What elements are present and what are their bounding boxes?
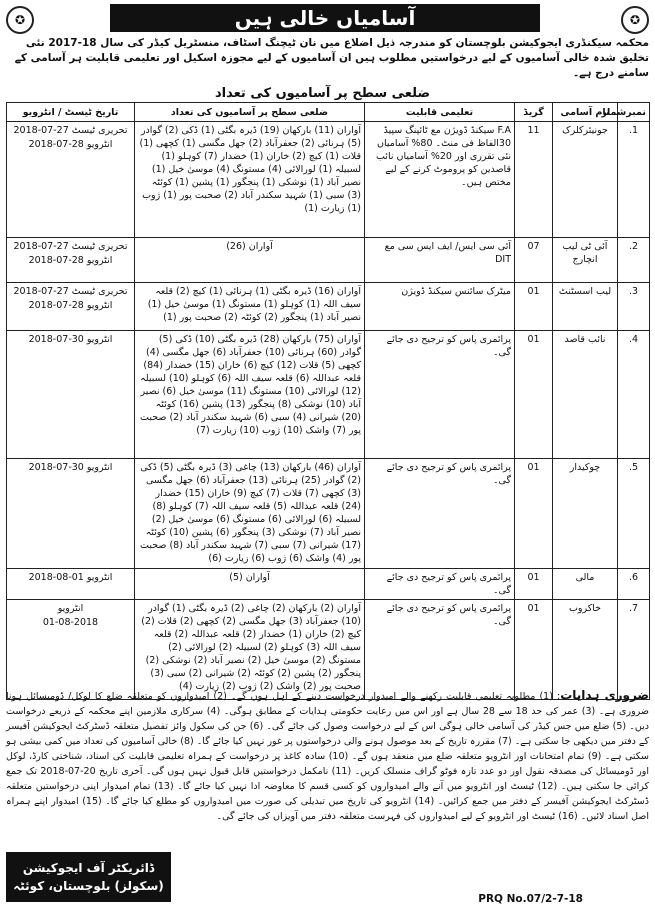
row-date-line: انٹرویو 01-08-2018 [28,572,113,583]
instructions-block: ضروری ہدایات: (1) مطلوبہ تعلیمی قابلیت رکھنے والے امیدوار درخواست دینے کے اہل ہوں گے۔ (2) امیدواروں کو متعلقہ ضلع کا لوکل/ ڈومیسائل ہونا ضروری ہے۔ (3) عمر کی حد 18 سے 28 سال ہے اور اس میں رعایت حکومتی ہدایات کے مطابق ہوگی۔ (4) سرکاری ملازمین اپنے محکمہ کے ذریعے درخواست دیں۔ (5) ضلع میں جس کیڈر کی آسامی خالی ہوگی اس کے لیے درخواست وصول کی جائے گی۔ (6) جن کی سکول وائز تفصیل متعلقہ ڈسٹرکٹ ایجوکیشن آفیسر کے دفتر میں دیکھی جا سکتی ہے۔ (7) مقررہ تاریخ کے بعد موصول ہونے والی درخواستوں پر غور نہیں کیا جائے گا۔ (8) خالی آسامیوں کی تعداد میں کمی بیشی ہو سکتی ہے۔ (9) تمام امتحانات اور انٹرویو متعلقہ ضلع میں منعقد ہوں گے۔ (10) سادہ کاغذ پر درخواست کے ہمراہ تعلیمی قابلیت کی اسناد، شناختی کارڈ، لوکل اور ڈومیسائل کی مصدقہ نقول اور دو عدد تازہ فوٹو گراف منسلک کریں۔ (11) نامکمل درخواستیں قابل قبول نہیں ہوں گی۔ آخری تاریخ 20-07-2018 تک جمع کرائی جا سکتی ہیں۔ (12) ٹیسٹ اور انٹرویو میں آنے والے امیدواروں کو کسی قسم کا معاوضہ ادا نہیں کیا جائے گا۔ (13) تمام امیدوار اپنی درخواستیں متعلقہ ڈسٹرکٹ ایجوکیشن آفیسر کے دفتر میں جمع کرائیں۔ (14) انٹرویو کی تاریخ میں تبدیلی کی صورت میں امیدواروں کو مطلع کیا جائے گا۔ (15) امیدوار اپنے ہمراہ اصل اسناد لائیں۔ (16) ٹیسٹ اور انٹرویو کے لیے امیدواروں کی فہرست متعلقہ دفتر میں آویزاں کی جائے گی۔ [6,688,650,822]
header-dates: تاریخ ٹیسٹ / انٹرویو [7,103,135,122]
row-date-line: تحریری ٹیسٹ 27-07-2018 [13,125,128,136]
row-qualification: پرائمری پاس کو ترجیح دی جائے گی۔ [365,459,515,569]
row-grade: 07 [515,238,553,283]
row-grade: 01 [515,331,553,459]
row-grade: 01 [515,600,553,700]
signature-block [6,852,171,902]
row-qualification: آئی سی ایس/ ایف ایس سی مع DIT [365,238,515,283]
signature-subtitle: (سکولز) بلوچستان، کوئٹہ [13,879,164,893]
row-grade: 01 [515,459,553,569]
row-dates [7,238,135,283]
row-grade: 11 [515,122,553,238]
table-subheading: ضلعی سطح پر آسامیوں کی تعداد [214,86,431,101]
row-no: 1. [618,122,650,238]
row-districts: آواران (26) [135,238,365,283]
banner-title: آسامیاں خالی ہیں [110,4,540,32]
header-districts: ضلعی سطح پر آسامیوں کی تعداد [135,103,365,122]
vacancy-table [6,102,650,700]
row-dates [7,331,135,459]
government-emblem-icon: ✪ [6,6,34,34]
table-row [7,600,650,700]
header-qualification: تعلیمی قابلیت [365,103,515,122]
row-no: 3. [618,283,650,331]
header-post: نام آسامی [553,103,618,122]
row-no: 7. [618,600,650,700]
row-districts: آواران (46) بارکھان (13) چاغی (3) ڈیرہ بگٹی (5) ڈکی (2) گوادر (25) ہرنائی (13) جعفرآباد (6) جھل مگسی (3) کچھی (7) قلات (7) کیچ (9) خاران (15) خضدار (24) قلعہ عبداللہ (5) قلعہ سیف اللہ (7) کوہلو (8) لسبیلہ (6) لورالائی (6) مستونگ (6) موسیٰ خیل (2) نصیر آباد (7) نوشکی (3) پنجگور (6) پشین (10) کوئٹہ (17) شیرانی (7) سبی (7) شہید سکندر آباد (8) صحبت پور (4) واشک (6) ژوب (6) زیارت (6) [135,459,365,569]
row-date-line: تحریری ٹیسٹ 27-07-2018 [13,241,128,252]
header-grade: گریڈ [515,103,553,122]
row-districts: آواران (5) [135,569,365,600]
row-no: 5. [618,459,650,569]
row-qualification: پرائمری پاس کو ترجیح دی جائے گی۔ [365,331,515,459]
row-dates [7,569,135,600]
row-post: چوکیدار [553,459,618,569]
row-dates [7,600,135,700]
row-districts: آواران (16) ڈیرہ بگٹی (1) ہرنائی (1) کیچ (2) قلعہ سیف اللہ (1) کوہلو (1) مستونگ (1) موسیٰ خیل (1) نصیر آباد (1) پنجگور (2) کوئٹہ (2) صحبت پور (1) [135,283,365,331]
row-no: 4. [618,331,650,459]
row-no: 2. [618,238,650,283]
vacancy-table-wrapper [6,102,649,700]
row-date-line: انٹرویو 30-07-2018 [28,334,113,345]
row-grade: 01 [515,569,553,600]
table-row [7,569,650,600]
row-date-line: تحریری ٹیسٹ 27-07-2018 [13,286,128,297]
row-date-line: انٹرویو 28-07-2018 [28,255,113,266]
row-districts: آواران (75) بارکھان (28) ڈیرہ بگٹی (10) ڈکی (5) گوادر (60) ہرنائی (10) جعفرآباد (6) جھل مگسی (4) کچھی (5) قلات (12) کیچ (6) خاران (15) خضدار (84) قلعہ عبداللہ (6) قلعہ سیف اللہ (6) کوہلو (10) لسبیلہ (12) لورالائی (10) مستونگ (11) موسیٰ خیل (6) نصیر آباد (10) نوشکی (8) پنجگور (13) پشین (16) کوئٹہ (20) شیرانی (4) سبی (6) شہید سکندر آباد (2) صحبت پور (7) واشک (10) ژوب (10) زیارت (7) [135,331,365,459]
signature-title: ڈائریکٹر آف ایجوکیشن [22,861,155,875]
table-row [7,331,650,459]
intro-text: محکمہ سیکنڈری ایجوکیشن بلوچستان کو مندرجہ ذیل اضلاع میں نان ٹیچنگ اسٹاف، منسٹریل کیڈر کی سال 18-2017 نئی تخلیق شدہ خالی آسامیوں کے لیے درخواستیں مطلوب ہیں ان آسامیوں کے لیے مجوزہ اسکیل اور تعلیمی قابلیت ہر آسامی کے سامنے درج ہے۔ [14,37,649,79]
row-dates [7,283,135,331]
row-date-line: انٹرویو [57,603,84,614]
table-row [7,238,650,283]
row-date-line: انٹرویو 30-07-2018 [28,462,113,473]
row-qualification: میٹرک سائنس سیکنڈ ڈویژن [365,283,515,331]
instructions-label: ضروری ہدایات [560,688,650,702]
table-row [7,283,650,331]
row-qualification: پرائمری پاس کو ترجیح دی جائے گی۔ [365,600,515,700]
row-districts: آواران (11) بارکھان (19) ڈیرہ بگٹی (1) ڈکی (2) گوادر (5) ہرنائی (2) جعفرآباد (2) جھل مگسی (1) کچھی (1) قلات (1) کیچ (2) خاران (1) خضدار (7) کوہلو (1) لسبیلہ (1) لورالائی (4) مستونگ (4) موسیٰ خیل (1) نصیر آباد (1) نوشکی (1) پنجگور (1) پشین (1) کوئٹہ (3) سبی (1) شہید سکندر آباد (2) صحبت پور (1) ژوب (1) زیارت (1) [135,122,365,238]
header-no: نمبرشمار [618,103,650,122]
row-dates [7,122,135,238]
row-qualification: F.A سیکنڈ ڈویژن مع ٹائپنگ سپیڈ 30الفاظ فی منٹ۔ 80% آسامیاں نئی تقرری اور 20% آسامیاں نائب قاصدین کو پروموٹ کرنے کے لیے مختص ہیں۔ [365,122,515,238]
row-post: آئی ٹی لیب انچارج [553,238,618,283]
instructions-text: (1) مطلوبہ تعلیمی قابلیت رکھنے والے امیدوار درخواست دینے کے اہل ہوں گے۔ (2) امیدواروں کو متعلقہ ضلع کا لوکل/ ڈومیسائل ہونا ضروری ہے۔ (3) عمر کی حد 18 سے 28 سال ہے اور اس میں رعایت حکومتی ہدایات کے مطابق ہوگی۔ (4) سرکاری ملازمین اپنے محکمہ کے ذریعے درخواست دیں۔ (5) ضلع میں جس کیڈر کی آسامی خالی ہوگی اس کے لیے درخواست وصول کی جائے گی۔ (6) جن کی سکول وائز تفصیل متعلقہ ڈسٹرکٹ ایجوکیشن آفیسر کے دفتر میں دیکھی جا سکتی ہے۔ (7) مقررہ تاریخ کے بعد موصول ہونے والی درخواستوں پر غور نہیں کیا جائے گا۔ (8) خالی آسامیوں کی تعداد میں کمی بیشی ہو سکتی ہے۔ (9) تمام امتحانات اور انٹرویو متعلقہ ضلع میں منعقد ہوں گے۔ (10) سادہ کاغذ پر درخواست کے ہمراہ تعلیمی قابلیت کی اسناد، شناختی کارڈ، لوکل اور ڈومیسائل کی مصدقہ نقول اور دو عدد تازہ فوٹو گراف منسلک کریں۔ (11) نامکمل درخواستیں قابل قبول نہیں ہوں گی۔ آخری تاریخ 20-07-2018 تک جمع کرائی جا سکتی ہیں۔ (12) ٹیسٹ اور انٹرویو میں آنے والے امیدواروں کو کسی قسم کا معاوضہ ادا نہیں کیا جائے گا۔ (13) تمام امیدوار اپنی درخواستیں متعلقہ ڈسٹرکٹ ایجوکیشن آفیسر کے دفتر میں جمع کرائیں۔ (14) انٹرویو کی تاریخ میں تبدیلی کی صورت میں امیدواروں کو مطلع کیا جائے گا۔ (15) امیدوار اپنے ہمراہ اصل اسناد لائیں۔ (16) ٹیسٹ اور انٹرویو کے لیے امیدواروں کی فہرست متعلقہ دفتر میں آویزاں کی جائے گی۔ [6,691,650,822]
reference-number: PRQ No.07/2-7-18 [478,893,583,905]
row-districts: آواران (2) بارکھان (2) چاغی (2) ڈیرہ بگٹی (1) گوادر (10) جعفرآباد (3) جھل مگسی (2) کچھی (2) قلات (2) کیچ (2) خاران (1) خضدار (2) قلعہ عبداللہ (2) قلعہ سیف اللہ (3) کوہلو (2) لسبیلہ (2) لورالائی (2) مستونگ (2) موسیٰ خیل (2) نصیر آباد (2) نوشکی (2) پنجگور (2) پشین (2) کوئٹہ (2) شیرانی (2) سبی (3) صحبت پور (2) واشک (2) ژوب (2) زیارت (4) [135,600,365,700]
table-row [7,459,650,569]
department-logo-icon: ✪ [621,6,649,34]
table-header-row [7,103,650,122]
row-post: خاکروب [553,600,618,700]
row-dates [7,459,135,569]
row-no: 6. [618,569,650,600]
row-post: جونیئرکلرک [553,122,618,238]
row-date-line: انٹرویو 28-07-2018 [28,139,113,150]
row-date-line: 01-08-2018 [42,617,99,628]
row-grade: 01 [515,283,553,331]
row-date-line: انٹرویو 28-07-2018 [28,300,113,311]
row-post: نائب قاصد [553,331,618,459]
row-post: لیب اسسٹنٹ [553,283,618,331]
row-qualification: پرائمری پاس کو ترجیح دی جائے گی۔ [365,569,515,600]
table-row [7,122,650,238]
row-post: مالی [553,569,618,600]
